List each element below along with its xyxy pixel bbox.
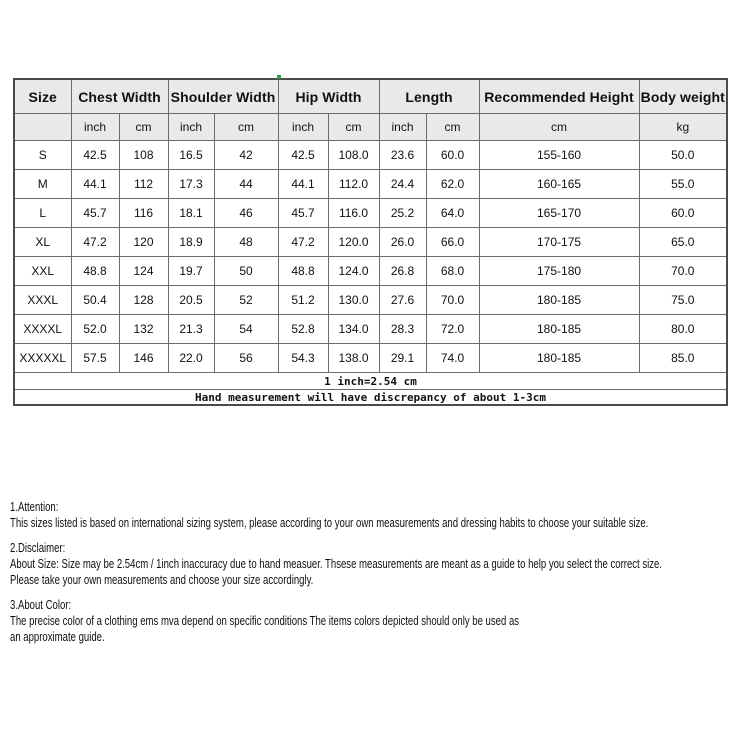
size-label-cell: XXXL: [14, 286, 71, 315]
size-chart: [13, 78, 728, 406]
table-cell: 112: [119, 170, 168, 199]
table-cell: 47.2: [71, 228, 119, 257]
table-cell: 25.2: [379, 199, 426, 228]
table-cell: 55.0: [639, 170, 727, 199]
table-cell: 42.5: [71, 141, 119, 170]
size-label-cell: XXL: [14, 257, 71, 286]
size-label-cell: S: [14, 141, 71, 170]
table-cell: 52: [214, 286, 278, 315]
unit-header: inch: [71, 114, 119, 141]
table-row: [14, 141, 727, 170]
table-footnote: Hand measurement will have discrepancy of about 1-3cm: [14, 390, 727, 406]
table-cell: 134.0: [328, 315, 379, 344]
table-cell: 155-160: [479, 141, 639, 170]
table-footnote-row: [14, 373, 727, 390]
table-row: [14, 315, 727, 344]
note-line: This sizes listed is based on international sizing system, please according to your own measurements and dressing habits to choose your suitable size.: [10, 516, 649, 530]
table-cell: 64.0: [426, 199, 479, 228]
table-cell: 27.6: [379, 286, 426, 315]
table-cell: 28.3: [379, 315, 426, 344]
size-label-cell: M: [14, 170, 71, 199]
note-heading: 1.Attention:: [10, 500, 59, 514]
table-footnote-row: [14, 390, 727, 406]
note-section: [10, 540, 729, 588]
unit-header: inch: [278, 114, 328, 141]
table-cell: 132: [119, 315, 168, 344]
table-footnote: 1 inch=2.54 cm: [14, 373, 727, 390]
table-cell: 80.0: [639, 315, 727, 344]
table-cell: 48.8: [278, 257, 328, 286]
note-line: About Size: Size may be 2.54cm / 1inch inaccuracy due to hand measuer. Thsese measurements are meant as a guide to help you select the correct size.: [10, 557, 663, 571]
table-row: [14, 257, 727, 286]
size-label-cell: L: [14, 199, 71, 228]
note-heading: 3.About Color:: [10, 598, 72, 612]
table-cell: 70.0: [639, 257, 727, 286]
table-cell: 170-175: [479, 228, 639, 257]
green-tick-artifact: [277, 75, 281, 79]
table-cell: 108: [119, 141, 168, 170]
table-cell: 22.0: [168, 344, 214, 373]
table-cell: 18.9: [168, 228, 214, 257]
note-line: an approximate guide.: [10, 630, 105, 644]
table-cell: 17.3: [168, 170, 214, 199]
table-cell: 42: [214, 141, 278, 170]
note-section: [10, 597, 729, 645]
table-row: [14, 286, 727, 315]
unit-header: kg: [639, 114, 727, 141]
unit-header: cm: [214, 114, 278, 141]
table-cell: 180-185: [479, 344, 639, 373]
table-cell: 70.0: [426, 286, 479, 315]
table-cell: 124: [119, 257, 168, 286]
table-cell: 48: [214, 228, 278, 257]
table-row: [14, 199, 727, 228]
table-cell: 180-185: [479, 315, 639, 344]
table-cell: 48.8: [71, 257, 119, 286]
table-cell: 116: [119, 199, 168, 228]
table-cell: 138.0: [328, 344, 379, 373]
table-cell: 29.1: [379, 344, 426, 373]
table-cell: 130.0: [328, 286, 379, 315]
table-cell: 51.2: [278, 286, 328, 315]
table-cell: 128: [119, 286, 168, 315]
table-cell: 52.0: [71, 315, 119, 344]
unit-header: cm: [119, 114, 168, 141]
note-section: [10, 499, 729, 531]
table-cell: 44: [214, 170, 278, 199]
table-cell: 180-185: [479, 286, 639, 315]
table-cell: 160-165: [479, 170, 639, 199]
table-cell: 112.0: [328, 170, 379, 199]
table-cell: 50: [214, 257, 278, 286]
table-cell: 45.7: [71, 199, 119, 228]
table-cell: 18.1: [168, 199, 214, 228]
table-cell: 26.8: [379, 257, 426, 286]
table-cell: 85.0: [639, 344, 727, 373]
table-cell: 146: [119, 344, 168, 373]
note-line: The precise color of a clothing ems mva depend on specific conditions The items colors depicted should only be used as: [10, 614, 520, 628]
unit-header: inch: [168, 114, 214, 141]
size-chart-footnotes: [14, 373, 727, 406]
size-label-cell: XL: [14, 228, 71, 257]
size-chart-table: [13, 78, 728, 406]
table-cell: 68.0: [426, 257, 479, 286]
table-cell: 60.0: [639, 199, 727, 228]
table-cell: 20.5: [168, 286, 214, 315]
table-cell: 165-170: [479, 199, 639, 228]
table-cell: 54: [214, 315, 278, 344]
note-line: Please take your own measurements and choose your size accordingly.: [10, 573, 314, 587]
table-cell: 62.0: [426, 170, 479, 199]
table-cell: 66.0: [426, 228, 479, 257]
table-cell: 56: [214, 344, 278, 373]
unit-header: cm: [426, 114, 479, 141]
table-cell: 46: [214, 199, 278, 228]
table-cell: 44.1: [71, 170, 119, 199]
table-cell: 23.6: [379, 141, 426, 170]
table-cell: 26.0: [379, 228, 426, 257]
table-cell: 54.3: [278, 344, 328, 373]
size-chart-header: [14, 79, 727, 141]
table-cell: 19.7: [168, 257, 214, 286]
table-cell: 42.5: [278, 141, 328, 170]
unit-header: inch: [379, 114, 426, 141]
table-cell: 50.0: [639, 141, 727, 170]
notes-section: [10, 499, 729, 654]
unit-header: cm: [479, 114, 639, 141]
table-cell: 120: [119, 228, 168, 257]
table-cell: 65.0: [639, 228, 727, 257]
table-cell: 120.0: [328, 228, 379, 257]
table-cell: 108.0: [328, 141, 379, 170]
size-label-cell: XXXXXL: [14, 344, 71, 373]
table-cell: 74.0: [426, 344, 479, 373]
column-header: Length: [379, 79, 479, 114]
size-chart-body: [14, 141, 727, 373]
table-cell: 45.7: [278, 199, 328, 228]
table-cell: 24.4: [379, 170, 426, 199]
table-row: [14, 170, 727, 199]
column-group-row: [14, 79, 727, 114]
table-row: [14, 344, 727, 373]
column-header: Body weight: [639, 79, 727, 114]
table-cell: 52.8: [278, 315, 328, 344]
table-cell: 175-180: [479, 257, 639, 286]
table-cell: 21.3: [168, 315, 214, 344]
unit-header: cm: [328, 114, 379, 141]
table-cell: 72.0: [426, 315, 479, 344]
table-cell: 50.4: [71, 286, 119, 315]
unit-header: [14, 114, 71, 141]
table-cell: 57.5: [71, 344, 119, 373]
table-cell: 47.2: [278, 228, 328, 257]
table-cell: 60.0: [426, 141, 479, 170]
unit-row: [14, 114, 727, 141]
column-header: Hip Width: [278, 79, 379, 114]
column-header: Recommended Height: [479, 79, 639, 114]
size-label-cell: XXXXL: [14, 315, 71, 344]
note-heading: 2.Disclaimer:: [10, 541, 66, 555]
column-header: Shoulder Width: [168, 79, 278, 114]
table-cell: 75.0: [639, 286, 727, 315]
table-cell: 116.0: [328, 199, 379, 228]
table-cell: 124.0: [328, 257, 379, 286]
table-cell: 44.1: [278, 170, 328, 199]
table-row: [14, 228, 727, 257]
column-header: Chest Width: [71, 79, 168, 114]
column-header: Size: [14, 79, 71, 114]
table-cell: 16.5: [168, 141, 214, 170]
